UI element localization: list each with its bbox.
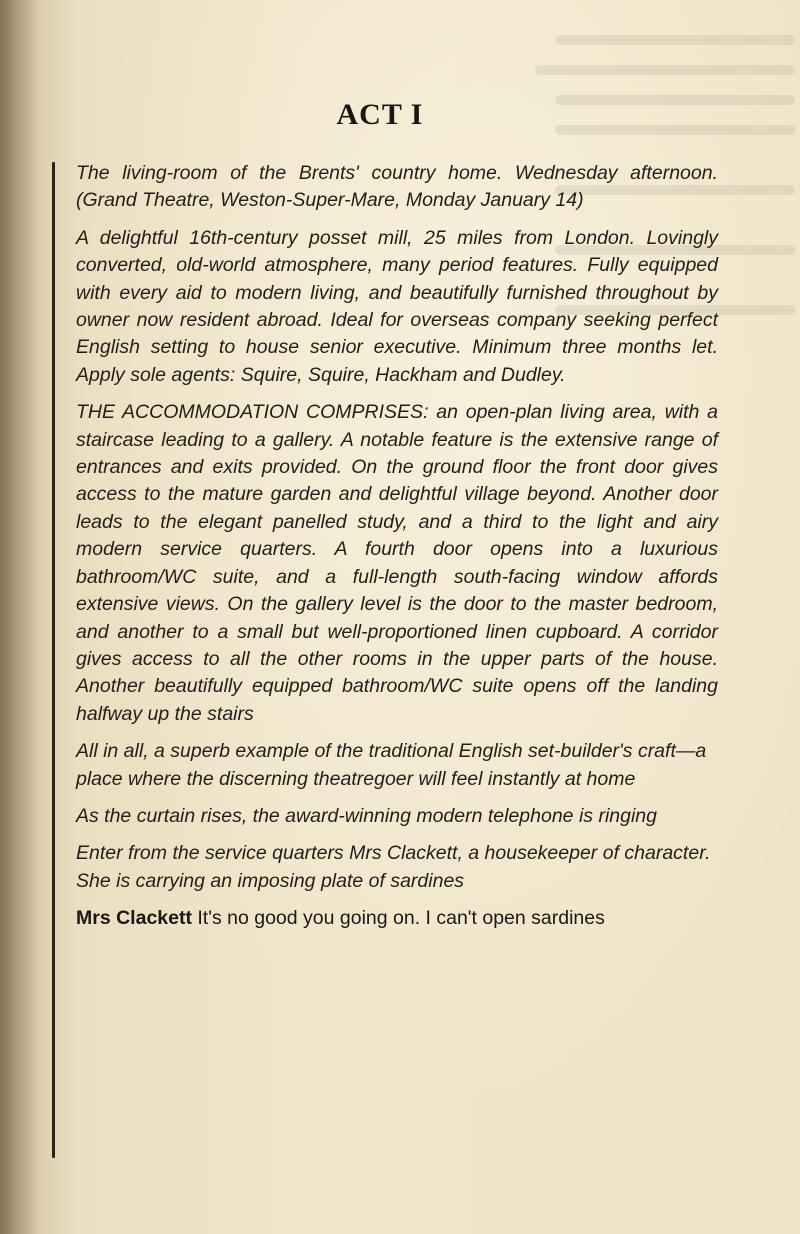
spoken-text: It's no good you going on. I can't open sardines <box>197 907 605 930</box>
margin-rule <box>52 162 55 1158</box>
stage-direction-summary: All in all, a superb example of the traditional English set-builder's craft—a place where the discerning theatregoer will feel instantly at home <box>76 740 707 790</box>
gutter-shadow <box>0 0 40 1234</box>
dialogue-line <box>76 905 718 932</box>
stage-direction-property-advert: A delightful 16th-century posset mill, 25 miles from London. Lovingly converted, old-world atmosphere, many period features. Fully equipped with every aid to modern living, and beautifully furnished throughout by owner now resident abroad. Ideal for overseas company seeking perfect English setting to house senior executive. Minimum three months let. Apply sole agents: Squire, Squire, Hackham and Dudley. <box>76 226 718 386</box>
stage-direction-setting: The living-room of the Brents' country home. Wednesday afternoon. (Grand Theatre, Weston-Super-Mare, Monday January 14) <box>76 162 718 212</box>
speaker-name: Mrs Clackett <box>76 907 192 930</box>
act-title: ACT I <box>336 98 424 131</box>
stage-direction-entrance: Enter from the service quarters Mrs Clackett, a housekeeper of character. She is carrying an imposing plate of sardines <box>76 842 711 892</box>
script-text <box>76 160 718 932</box>
stage-direction-curtain: As the curtain rises, the award-winning modern telephone is ringing <box>76 804 657 827</box>
stage-direction-accommodation: THE ACCOMMODATION COMPRISES: an open-plan living area, with a staircase leading to a gallery. A notable feature is the extensive range of entrances and exits provided. On the ground floor the front door gives access to the mature garden and delightful village beyond. Another door leads to the elegant panelled study, and a third to the light and airy modern service quarters. A fourth door opens into a luxurious bathroom/WC suite, and a full-length south-facing window affords extensive views. On the gallery level is the door to the master bedroom, and another to a small but well-proportioned linen cupboard. A corridor gives access to all the other rooms in the upper parts of the house. Another beautifully equipped bathroom/WC suite opens off the landing halfway up the stairs <box>76 401 718 725</box>
